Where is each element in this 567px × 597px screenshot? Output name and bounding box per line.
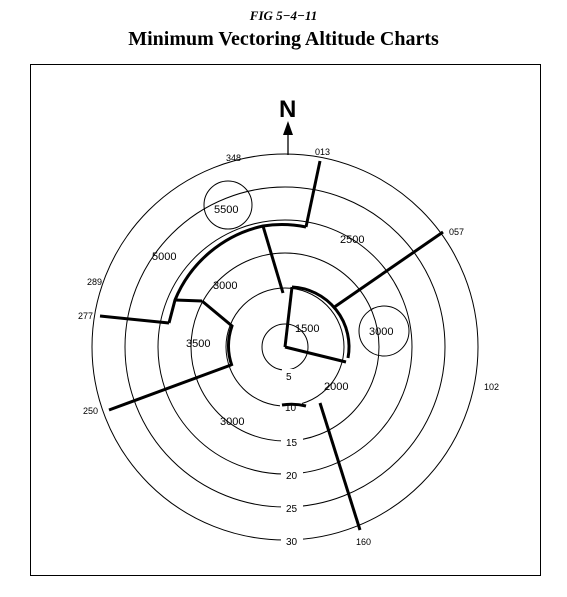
altitude-1500: 1500	[295, 323, 320, 335]
boundary-east-inner	[285, 347, 346, 362]
altitude-labels	[152, 204, 393, 428]
boundary-west-mid	[175, 300, 202, 301]
sector-boundaries	[100, 161, 443, 530]
altitude-2000: 2000	[324, 381, 349, 393]
boundary-north-arc-sector	[263, 226, 283, 293]
bearing-289: 289	[87, 277, 103, 287]
north-arrowhead	[283, 121, 293, 135]
ring-label-masks	[280, 369, 303, 548]
altitude-3500: 3500	[186, 338, 211, 350]
boundary-center	[285, 287, 292, 347]
boundary-west	[100, 316, 169, 323]
boundary-north	[306, 161, 320, 227]
bearing-057: 057	[449, 227, 465, 237]
ring-label-15: 15	[286, 438, 298, 449]
altitude-5000: 5000	[152, 251, 177, 263]
ring-label-30: 30	[286, 537, 298, 548]
boundary-south	[320, 403, 360, 530]
north-label: N	[279, 96, 297, 123]
altitude-3000-south: 3000	[220, 416, 245, 428]
ring-label-5: 5	[286, 372, 292, 383]
altitude-5500: 5500	[214, 204, 239, 216]
figure-title: Minimum Vectoring Altitude Charts	[128, 28, 439, 50]
mva-chart	[30, 64, 541, 576]
ring-label-20: 20	[286, 471, 298, 482]
ring-label-10: 10	[285, 403, 297, 414]
bearing-250: 250	[83, 406, 99, 416]
bearing-277: 277	[78, 311, 94, 321]
ring-label-25: 25	[286, 504, 298, 515]
bearing-102: 102	[484, 382, 500, 392]
altitude-3000-east: 3000	[369, 326, 394, 338]
bearing-160: 160	[356, 537, 372, 547]
bearing-348: 348	[226, 153, 242, 163]
altitude-2500: 2500	[340, 234, 365, 246]
ring-labels	[285, 372, 298, 548]
boundary-20nm-arc	[169, 225, 306, 323]
figure-number: FIG 5−4−11	[249, 8, 318, 23]
bearing-013: 013	[315, 147, 331, 157]
altitude-3000-north: 3000	[213, 280, 238, 292]
north-arrow	[279, 96, 296, 155]
